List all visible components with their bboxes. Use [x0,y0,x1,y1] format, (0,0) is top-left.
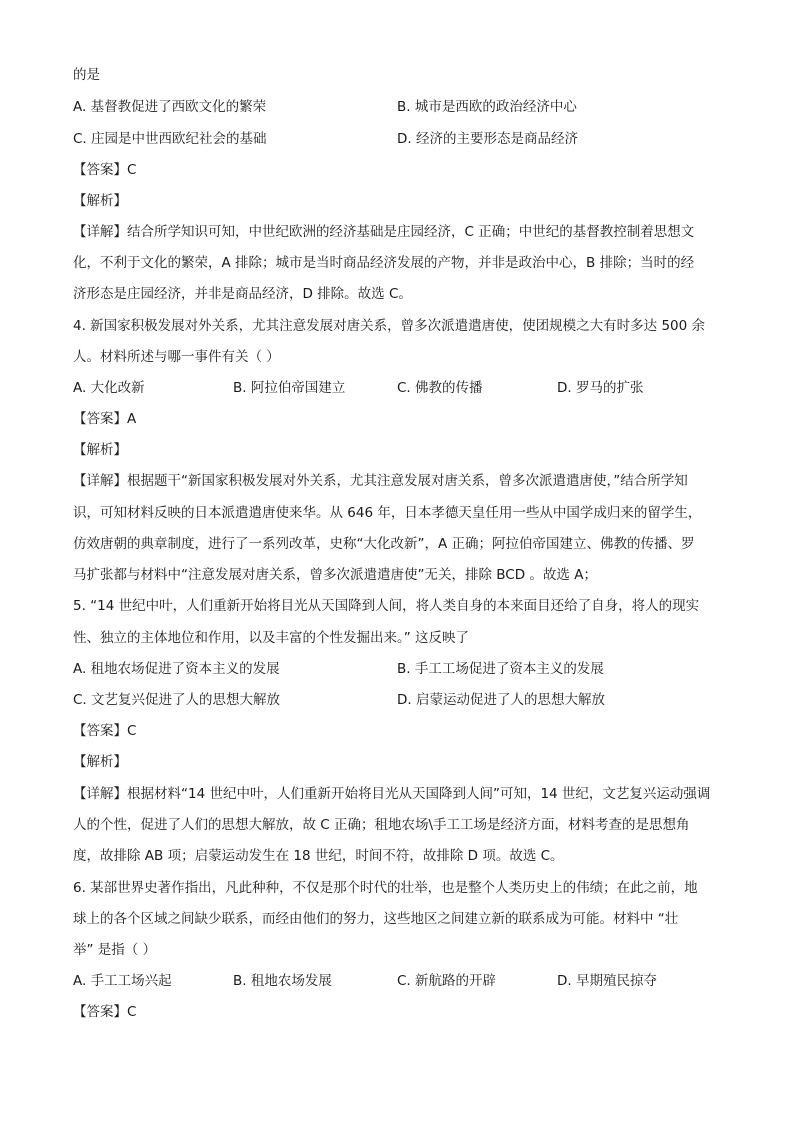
q6-stem-line: 举” 是指（ ） [73,942,157,958]
q3-option-c: C. 庄园是中世西欧纪社会的基础 [73,131,267,147]
q3-detail-line: 化，不利于文化的繁荣，A 排除；城市是当时商品经济发展的产物，并非是政治中心，B 排除；当时的经 [73,255,695,271]
q5-stem-line: 5. “14 世纪中叶，人们重新开始将目光从天国降到人间，将人类自身的本来面目还给了自身，将人的现实 [73,598,700,614]
q4-answer: 【答案】A [73,411,137,427]
q3-analysis: 【解析】 [73,193,127,209]
q4-detail-line: 【详解】根据题干“新国家积极发展对外关系，尤其注意发展对唐关系，曾多次派遣遣唐使，”结合所学知 [73,473,688,489]
q4-option-c: C. 佛教的传播 [397,380,483,396]
q5-option-d: D. 启蒙运动促进了人的思想大解放 [397,692,605,708]
q6-option-d: D. 早期殖民掠夺 [557,973,657,989]
q4-stem-line: 人。材料所述与哪一事件有关（ ） [73,349,280,365]
q3-detail-line: 济形态是庄园经济，并非是商品经济，D 排除。故选 C。 [73,286,412,302]
q5-option-b: B. 手工工场促进了资本主义的发展 [397,661,604,677]
q6-option-b: B. 租地农场发展 [233,973,332,989]
q4-detail-line: 马扩张都与材料中“注意发展对唐关系，曾多次派遣遣唐使”无关，排除 BCD 。故选 A； [73,567,597,583]
q5-option-c: C. 文艺复兴促进了人的思想大解放 [73,692,281,708]
q4-option-a: A. 大化改新 [73,380,145,396]
q6-stem-line: 球上的各个区域之间缺少联系，而经由他们的努力，这些地区之间建立新的联系成为可能。材料中 “壮 [73,911,679,927]
q5-analysis: 【解析】 [73,754,127,770]
q5-detail-line: 度，故排除 AB 项；启蒙运动发生在 18 世纪，时间不符，故排除 D 项。故选 C。 [73,848,564,864]
q5-answer: 【答案】C [73,723,137,739]
q3-answer: 【答案】C [73,162,137,178]
q4-stem-line: 4. 新国家积极发展对外关系，尤其注意发展对唐关系，曾多次派遣遣唐使，使团规模之大有时多达 500 余 [73,318,706,334]
q6-answer: 【答案】C [73,1004,137,1020]
q4-option-d: D. 罗马的扩张 [557,380,644,396]
q5-detail-line: 【详解】根据材料“14 世纪中叶，人们重新开始将目光从天国降到人间”可知，14 世纪，文艺复兴运动强调 [73,786,711,802]
q4-option-b: B. 阿拉伯帝国建立 [233,380,346,396]
q4-detail-line: 识，可知材料反映的日本派遣遣唐使来华。从 646 年，日本孝德天皇任用一些从中国学成归来的留学生， [73,505,702,521]
q6-option-a: A. 手工工场兴起 [73,973,172,989]
q3-option-a: A. 基督教促进了西欧文化的繁荣 [73,99,267,115]
q3-detail-line: 【详解】结合所学知识可知，中世纪欧洲的经济基础是庄园经济，C 正确；中世纪的基督教控制着思想文 [73,224,695,240]
q3-option-d: D. 经济的主要形态是商品经济 [397,131,578,147]
q4-detail-line: 仿效唐朝的典章制度，进行了一系列改革，史称“大化改新”，A 正确；阿拉伯帝国建立、佛教的传播、罗 [73,536,695,552]
q5-option-a: A. 租地农场促进了资本主义的发展 [73,661,280,677]
q4-analysis: 【解析】 [73,442,127,458]
q3-stem-end: 的是 [73,67,100,83]
q6-option-c: C. 新航路的开辟 [397,973,497,989]
q5-detail-line: 人的个性，促进了人们的思想大解放，故 C 正确；租地农场\手工工场是经济方面，材料考查的是思想角 [73,817,690,833]
q3-option-b: B. 城市是西欧的政治经济中心 [397,99,577,115]
q6-stem-line: 6. 某部世界史著作指出，凡此种种，不仅是那个时代的壮举，也是整个人类历史上的伟绩；在此之前，地 [73,880,698,896]
q5-stem-line: 性、独立的主体地位和作用，以及丰富的个性发掘出来。” 这反映了 [73,630,470,646]
